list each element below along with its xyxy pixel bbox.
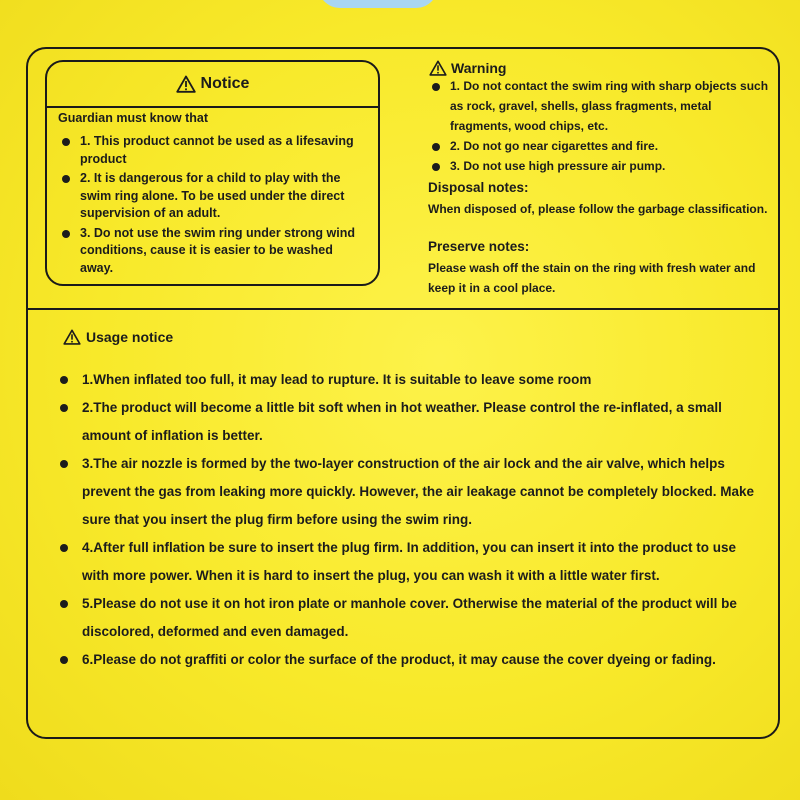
list-item (58, 225, 368, 278)
usage-title: Usage notice (86, 329, 174, 345)
notice-header (47, 62, 378, 108)
usage-item-text: 5.Please do not use it on hot iron plate or manhole cover. Otherwise the material of the product will be discolored, deformed and even damaged. (82, 596, 737, 639)
list-item (60, 590, 760, 646)
warning-triangle-icon (428, 59, 448, 77)
bullet-icon (432, 163, 440, 171)
bullet-icon (62, 138, 70, 146)
list-item (58, 170, 368, 223)
warning-item-text: 2. Do not go near cigarettes and fire. (450, 139, 659, 153)
bullet-icon (432, 83, 440, 91)
bullet-icon (62, 175, 70, 183)
preserve-text: Please wash off the stain on the ring with fresh water and keep it in a cool place. (428, 261, 756, 295)
list-item (60, 366, 760, 394)
preserve-heading: Preserve notes: (428, 239, 530, 254)
list-item (58, 133, 368, 168)
bullet-icon (432, 143, 440, 151)
list-item (60, 646, 760, 674)
disposal-heading: Disposal notes: (428, 180, 529, 195)
list-item (428, 156, 773, 176)
bullet-icon (62, 230, 70, 238)
usage-item-text: 3.The air nozzle is formed by the two-layer construction of the air lock and the air valve, which helps prevent the gas from leaking more quickly. However, the air leakage cannot be completely blocked. Make sure that you insert the plug firm before using the swim ring. (82, 456, 754, 527)
warning-triangle-icon (176, 75, 196, 93)
usage-item-text: 1.When inflated too full, it may lead to rupture. It is suitable to leave some room (82, 372, 592, 387)
notice-title: Notice (200, 75, 250, 92)
warning-item-text: 3. Do not use high pressure air pump. (450, 159, 666, 173)
list-item (60, 394, 760, 450)
usage-header (62, 328, 173, 346)
usage-item-text: 2.The product will become a little bit soft when in hot weather. Please control the re-inflated, a small amount of inflation is better. (82, 400, 722, 443)
usage-item-text: 4.After full inflation be sure to insert the plug firm. In addition, you can insert it into the product to use with more power. When it is hard to insert the plug, you can wash it with a little water first. (82, 540, 737, 583)
bullet-icon (60, 656, 68, 664)
bullet-icon (60, 376, 68, 384)
list-item (428, 136, 773, 156)
section-divider (26, 308, 780, 310)
bullet-icon (60, 460, 68, 468)
warning-title: Warning (451, 60, 507, 76)
blue-ring-edge (318, 0, 438, 8)
bullet-icon (60, 544, 68, 552)
bullet-icon (60, 404, 68, 412)
notice-item-text: 2. It is dangerous for a child to play with the swim ring alone. To be used under the direct supervision of an adult. (80, 171, 345, 220)
guardian-heading: Guardian must know that (58, 111, 209, 125)
list-item (60, 450, 760, 534)
usage-list (60, 366, 760, 674)
notice-list (58, 133, 368, 279)
warning-triangle-icon (62, 328, 82, 346)
notice-item-text: 1. This product cannot be used as a lifesaving product (80, 134, 354, 166)
bullet-icon (60, 600, 68, 608)
list-item (428, 76, 773, 136)
warning-item-text: 1. Do not contact the swim ring with sharp objects such as rock, gravel, shells, glass fragments, metal fragments, wood chips, etc. (450, 79, 769, 133)
usage-item-text: 6.Please do not graffiti or color the surface of the product, it may cause the cover dyeing or fading. (82, 652, 716, 667)
warning-list (428, 76, 773, 176)
notice-item-text: 3. Do not use the swim ring under strong wind conditions, cause it is easier to be washed away. (80, 225, 356, 275)
list-item (60, 534, 760, 590)
warning-header (428, 59, 506, 77)
disposal-text: When disposed of, please follow the garbage classification. (428, 202, 768, 216)
